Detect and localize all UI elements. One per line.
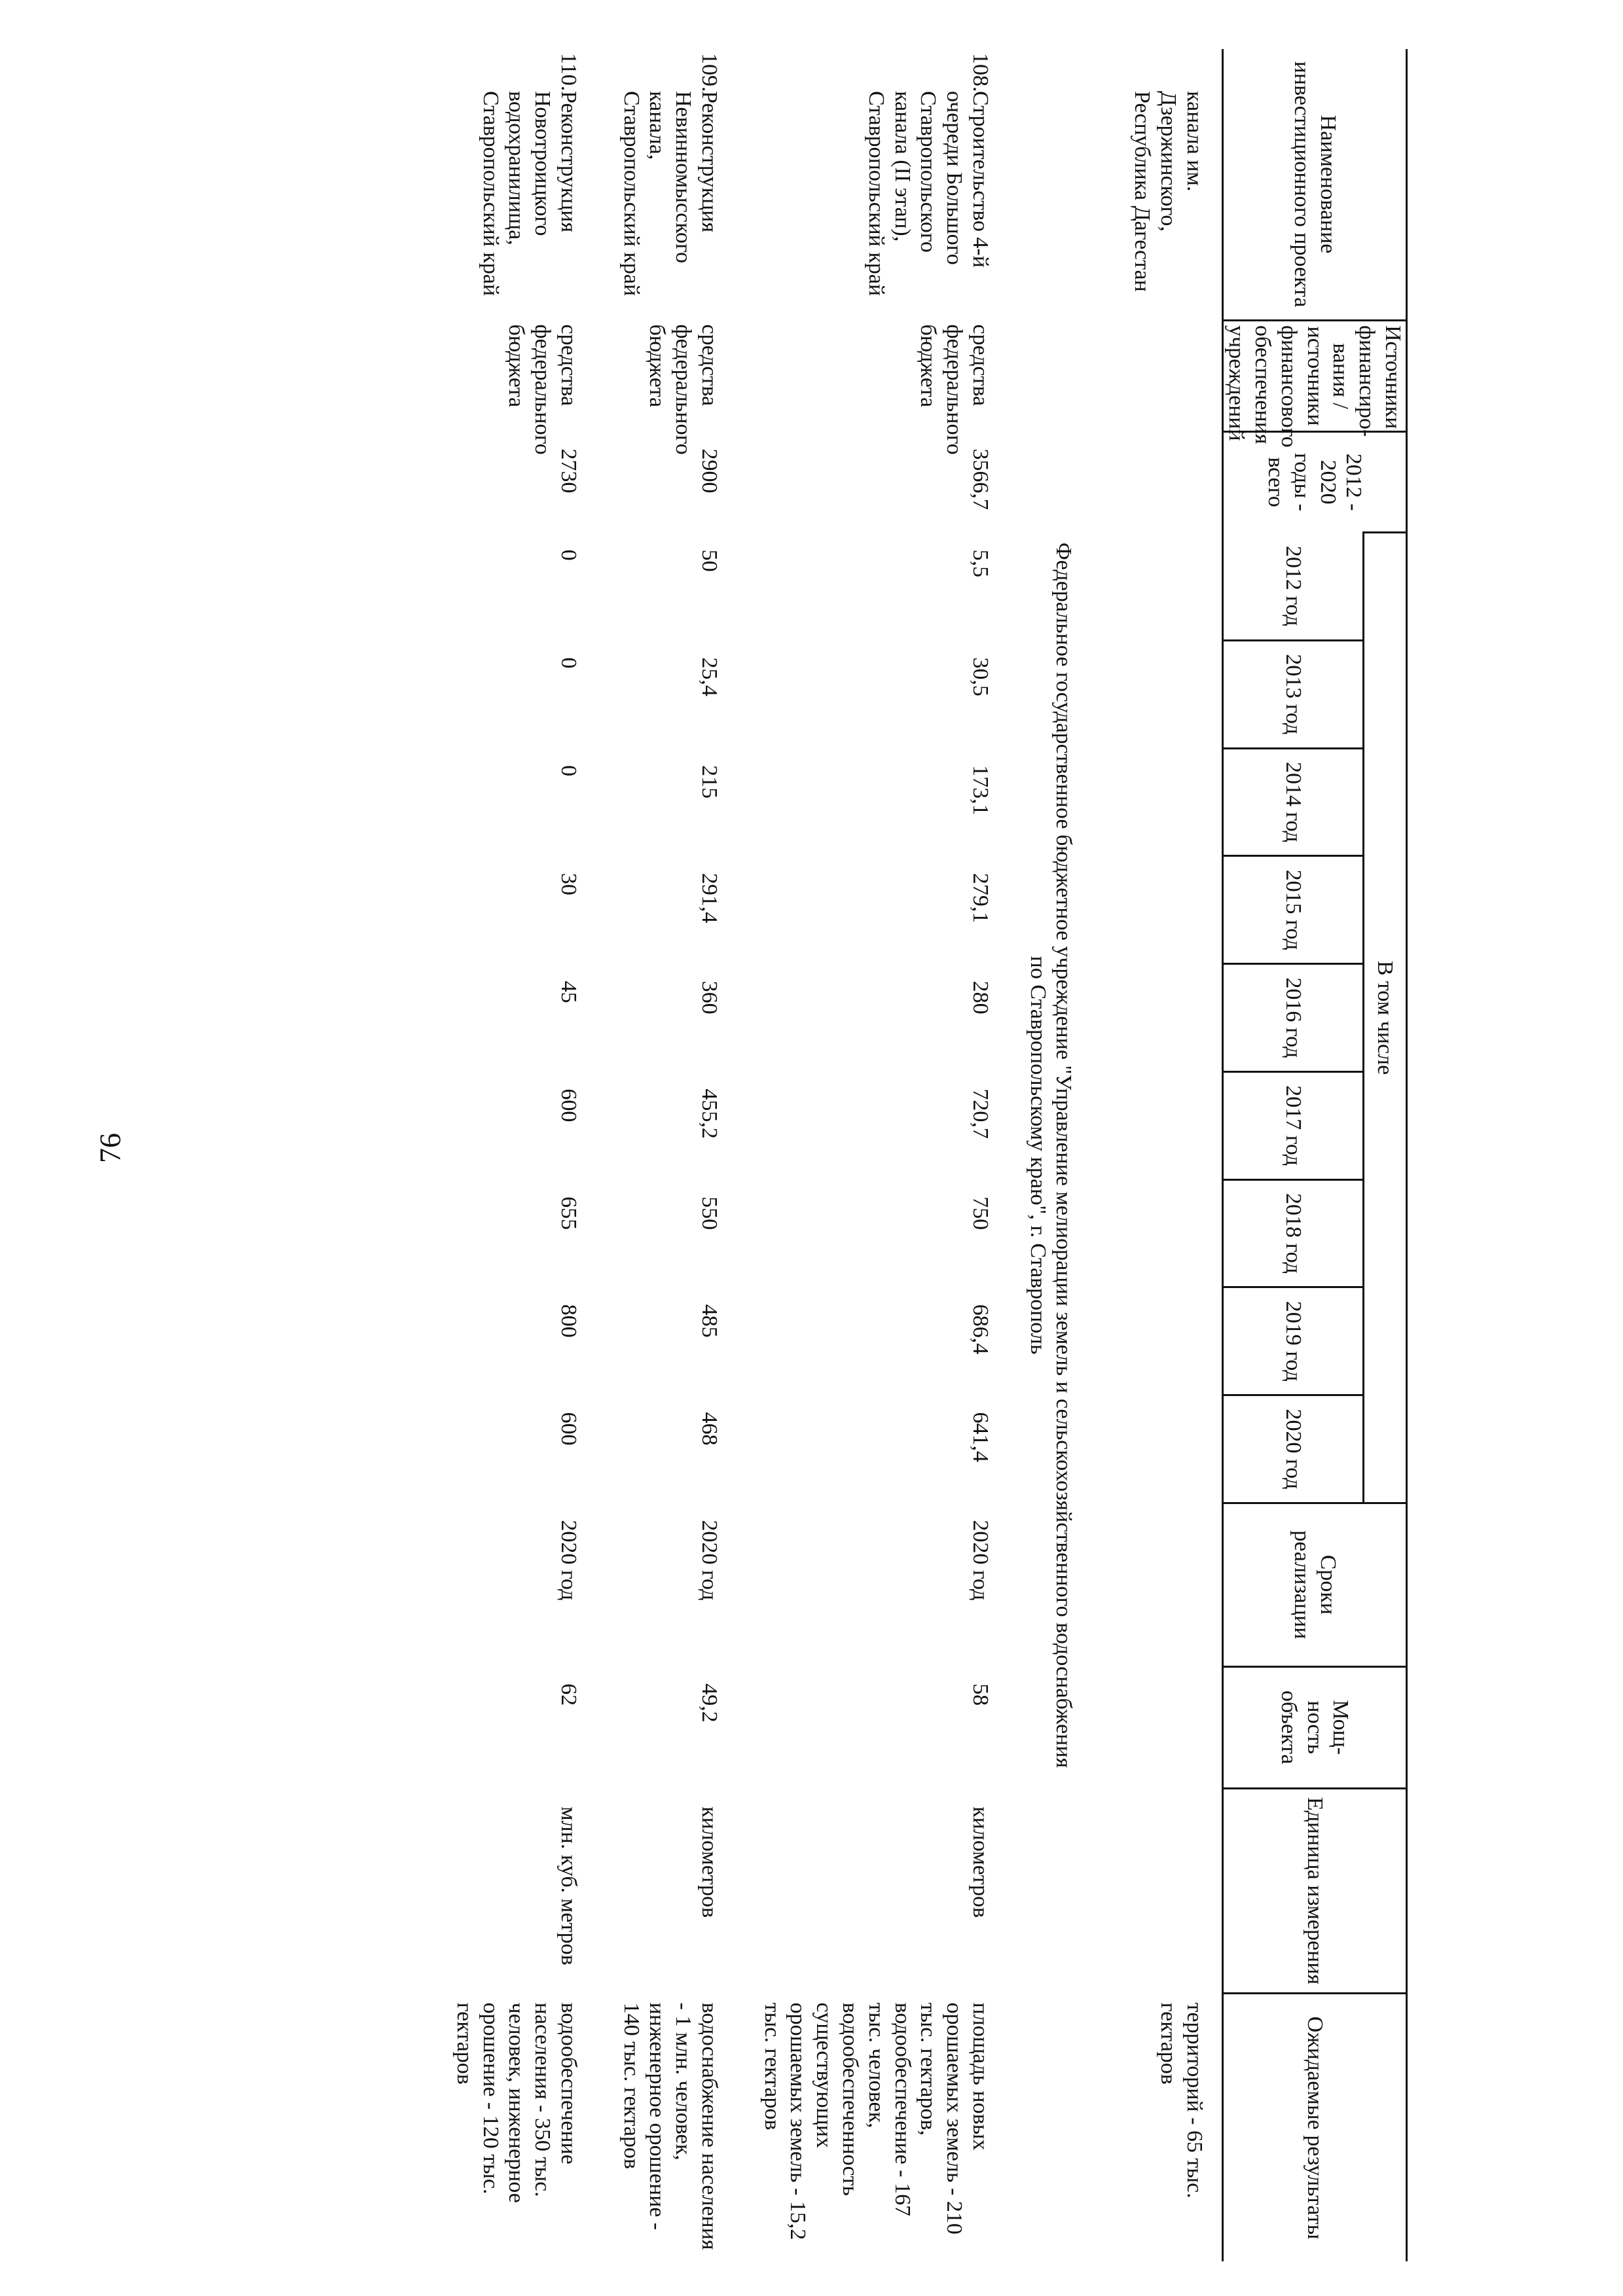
unit-value: млн. куб. метров — [556, 1806, 581, 1965]
capacity-value: 62 — [556, 1683, 581, 1706]
page-number — [90, 1121, 130, 1175]
header-year: 2013 год — [1222, 640, 1363, 748]
funding-source: средства федерального бюджета — [916, 324, 993, 455]
unit-value: километров — [968, 1806, 993, 1918]
year-value: 455,2 — [697, 1088, 721, 1139]
project-name-text: Реконструкция Новотроицкого водохранилища, Ставропольский край — [478, 91, 581, 296]
period-value: 2020 год — [968, 1520, 993, 1601]
capacity-value: 49,2 — [697, 1683, 721, 1723]
row-number: 109. — [697, 53, 721, 92]
project-name — [727, 49, 998, 321]
period-value: 2020 год — [697, 1520, 721, 1601]
header-unit: Единица измерения — [1222, 1788, 1406, 1994]
organization-line-2: по Ставропольскому краю", г. Ставрополь — [1025, 956, 1050, 1355]
project-name — [587, 49, 727, 321]
total-value: 3566,7 — [968, 448, 993, 511]
row-number: 108. — [968, 53, 993, 92]
year-value: 720,7 — [968, 1088, 993, 1139]
results-value: водоснабжение населения - 1 млн. человек, инженерное орошение - 140 тыс. гектаров — [619, 2002, 721, 2250]
header-year: 2017 год — [1222, 1071, 1363, 1179]
row-number: 110. — [556, 53, 581, 92]
project-name-text: Строительство 4-й очереди Большого Ставропольского канала (II этап), Ставропольский край — [864, 91, 993, 296]
header-year: 2020 год — [1222, 1395, 1363, 1503]
year-value: 25,4 — [697, 657, 721, 696]
funding-source: средства федерального бюджета — [504, 324, 581, 455]
continuation-results: территорий - 65 тыс. гектаров — [1156, 2002, 1207, 2198]
header-year: 2012 год — [1222, 533, 1363, 641]
investment-projects-table — [420, 49, 1408, 2261]
header-period: Сроки реализации — [1222, 1503, 1406, 1666]
rotated-table-container — [131, 49, 1408, 2261]
capacity-value: 58 — [968, 1683, 993, 1706]
year-value: 550 — [697, 1196, 721, 1230]
table-row-continuation — [1093, 49, 1222, 2261]
project-name-text: Реконструкция Невинномысского канала, Ставропольский край — [619, 91, 721, 296]
header-results: Ожидаемые результаты — [1222, 1994, 1406, 2261]
header-name: Наименование инвестиционного проекта — [1222, 49, 1406, 321]
table-row-organization — [998, 49, 1094, 2261]
continuation-name — [1093, 49, 1222, 321]
year-value: 0 — [556, 765, 581, 777]
year-value: 30,5 — [968, 657, 993, 696]
total-value: 2730 — [556, 448, 581, 493]
year-value: 279,1 — [968, 872, 993, 924]
year-value: 600 — [556, 1088, 581, 1122]
year-value: 173,1 — [968, 765, 993, 816]
table-row — [587, 49, 727, 2261]
period-value: 2020 год — [556, 1520, 581, 1601]
header-capacity: Мощ- ность объекта — [1222, 1666, 1406, 1788]
organization-heading — [998, 49, 1094, 2261]
header-year: 2018 год — [1222, 1179, 1363, 1287]
page-number-text: 76 — [93, 1133, 127, 1163]
continuation-name-text: канала им. Дзержинского, Республика Дагестан — [1130, 91, 1207, 292]
table-body — [420, 49, 1222, 2261]
year-value: 0 — [556, 549, 581, 561]
table-row — [420, 49, 587, 2261]
total-value: 2900 — [697, 448, 721, 493]
year-value: 360 — [697, 980, 721, 1014]
year-value: 30 — [556, 872, 581, 895]
year-value: 0 — [556, 657, 581, 669]
year-value: 800 — [556, 1304, 581, 1338]
header-sources: Источники финансиро- вания / источники финансового обеспечения учреждений — [1222, 321, 1406, 432]
header-year: 2019 год — [1222, 1287, 1363, 1395]
year-value: 468 — [697, 1412, 721, 1446]
year-value: 686,4 — [968, 1304, 993, 1355]
year-value: 641,4 — [968, 1412, 993, 1463]
table-header — [1222, 49, 1406, 2261]
header-year: 2014 год — [1222, 748, 1363, 856]
year-value: 5,5 — [968, 549, 993, 578]
results-value: площадь новых орошаемых земель - 210 тыс. гектаров, водообеспечение - 167 тыс. человек, водообеспеченность существующих орошаемых земель - 15,2 тыс. гектаров — [759, 2002, 993, 2240]
results-value: водообеспечение населения - 350 тыс. человек, инженерное орошение - 120 тыс. гектаров — [452, 2002, 581, 2203]
year-value: 485 — [697, 1304, 721, 1338]
project-name — [420, 49, 587, 321]
organization-line-1: Федеральное государственное бюджетное учреждение "Управление мелиорации земель и сельскохозяйственного водоснабжения — [1051, 542, 1076, 1768]
year-value: 280 — [968, 980, 993, 1014]
table-row — [727, 49, 998, 2261]
unit-value: километров — [697, 1806, 721, 1918]
year-value: 655 — [556, 1196, 581, 1230]
header-total: 2012 - 2020 годы - всего — [1222, 432, 1406, 533]
year-value: 291,4 — [697, 872, 721, 924]
year-value: 750 — [968, 1196, 993, 1230]
year-value: 215 — [697, 765, 721, 799]
header-in-that: В том числе — [1363, 533, 1406, 1503]
year-value: 45 — [556, 980, 581, 1003]
header-year: 2015 год — [1222, 856, 1363, 964]
year-value: 600 — [556, 1412, 581, 1446]
funding-source: средства федерального бюджета — [645, 324, 721, 455]
year-value: 50 — [697, 549, 721, 572]
header-year: 2016 год — [1222, 964, 1363, 1072]
